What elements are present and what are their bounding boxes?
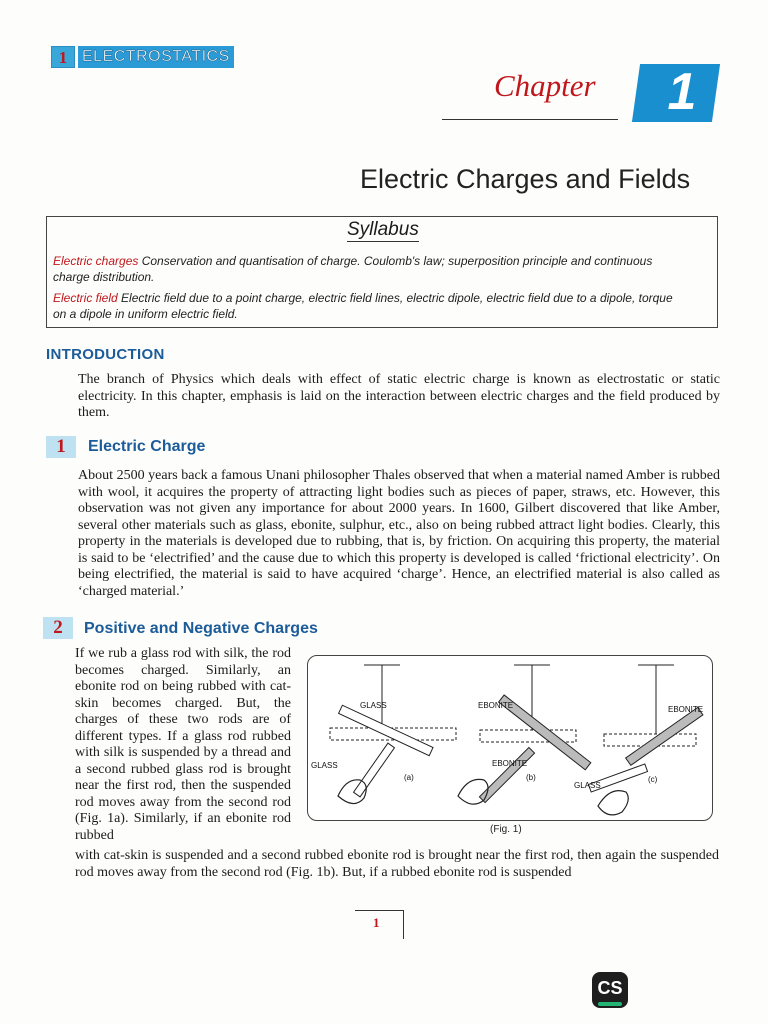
- syllabus-line-3: [53, 291, 673, 305]
- fig-label-ebonite-c: EBONITE: [668, 705, 704, 714]
- syllabus-box: [46, 216, 718, 328]
- page-number: 1: [373, 915, 380, 930]
- fig-label-b: (b): [526, 773, 536, 782]
- section-2-number: 2: [43, 617, 73, 639]
- section-2-text-left: If we rub a glass rod with silk, the rod becomes charged. Similarly, an ebonite rod on being rubbed with cat-skin becomes charged. But, the charges of these two rods are of different types. If a glass rod rubbed with silk is suspended by a thread and a second rubbed glass rod is brought near the first rod, then the suspended rod moves away from the second rod (Fig. 1a). Similarly, if an ebonite rod rubbed: [75, 646, 291, 843]
- figure-1: [307, 655, 713, 821]
- unit-number: 1: [51, 46, 75, 68]
- section-1-text: About 2500 years back a famous Unani philosopher Thales observed that when a material named Amber is rubbed with wool, it acquires the property of attracting light bodies such as pieces of paper, straws, etc. However, this observation was not given any importance for about 2000 years. In 1600, Gilbert discovered that like Amber, several other materials such as glass, ebonite, sulphur, etc., also on being rubbed attract light bodies. Clearly, this property in the materials is developed due to rubbing, that is, by friction. On acquiring this property, the material is said to be ‘electrified’ and the cause due to which this property is developed is called ‘frictional electricity’. On being electrified, the material is said to have acquired ‘charge’. Hence, an electrified material is also called as ‘charged material.’: [78, 468, 720, 599]
- fig-label-glass-a-top: GLASS: [360, 701, 387, 710]
- figure-caption: (Fig. 1): [490, 824, 522, 835]
- introduction-text: The branch of Physics which deals with effect of static electric charge is known as electrostatic or static electricity. In this chapter, emphasis is laid on the interaction between electric charges and the field produced by them.: [78, 372, 720, 420]
- figure-1-drawing: [308, 656, 711, 819]
- syllabus-line-2: charge distribution.: [53, 270, 155, 284]
- page-number-box: [355, 910, 404, 939]
- chapter-rule: [442, 119, 618, 120]
- section-1-number: 1: [46, 436, 76, 458]
- fig-label-ebonite-b-top: EBONITE: [478, 701, 514, 710]
- section-2-title: Positive and Negative Charges: [84, 620, 318, 637]
- page-title: Electric Charges and Fields: [360, 164, 691, 194]
- section-1-title: Electric Charge: [88, 438, 206, 455]
- syllabus-label-charges: Electric charges: [53, 254, 139, 268]
- introduction-heading: INTRODUCTION: [46, 346, 165, 363]
- camscanner-logo: CS: [592, 972, 628, 1008]
- fig-label-glass-c: GLASS: [574, 781, 601, 790]
- syllabus-line-4: on a dipole in uniform electric field.: [53, 307, 238, 321]
- fig-label-ebonite-b-bottom: EBONITE: [492, 759, 528, 768]
- chapter-number: 1: [667, 63, 697, 121]
- syllabus-heading: Syllabus: [347, 219, 419, 240]
- syllabus-text-field: Electric field due to a point charge, electric field lines, electric dipole, electric field due to a dipole, torque: [117, 291, 673, 305]
- unit-name: ELECTROSTATICS: [78, 46, 234, 68]
- unit-tag: [51, 46, 234, 68]
- section-2-text-full: with cat-skin is suspended and a second rubbed ebonite rod is brought near the first rod, then again the suspended rod moves away from the second rod (Fig. 1b). But, if a rubbed ebonite rod is suspended: [75, 848, 719, 880]
- fig-label-a: (a): [404, 773, 414, 782]
- fig-label-c: (c): [648, 775, 658, 784]
- chapter-label: Chapter: [494, 68, 596, 103]
- syllabus-label-field: Electric field: [53, 291, 118, 305]
- syllabus-line-1: [53, 254, 652, 268]
- syllabus-text-charges: Conservation and quantisation of charge. Coulomb's law; superposition principle and continuous: [138, 254, 653, 268]
- camscanner-logo-bar: [598, 1002, 622, 1006]
- fig-label-glass-a-bottom: GLASS: [311, 761, 338, 770]
